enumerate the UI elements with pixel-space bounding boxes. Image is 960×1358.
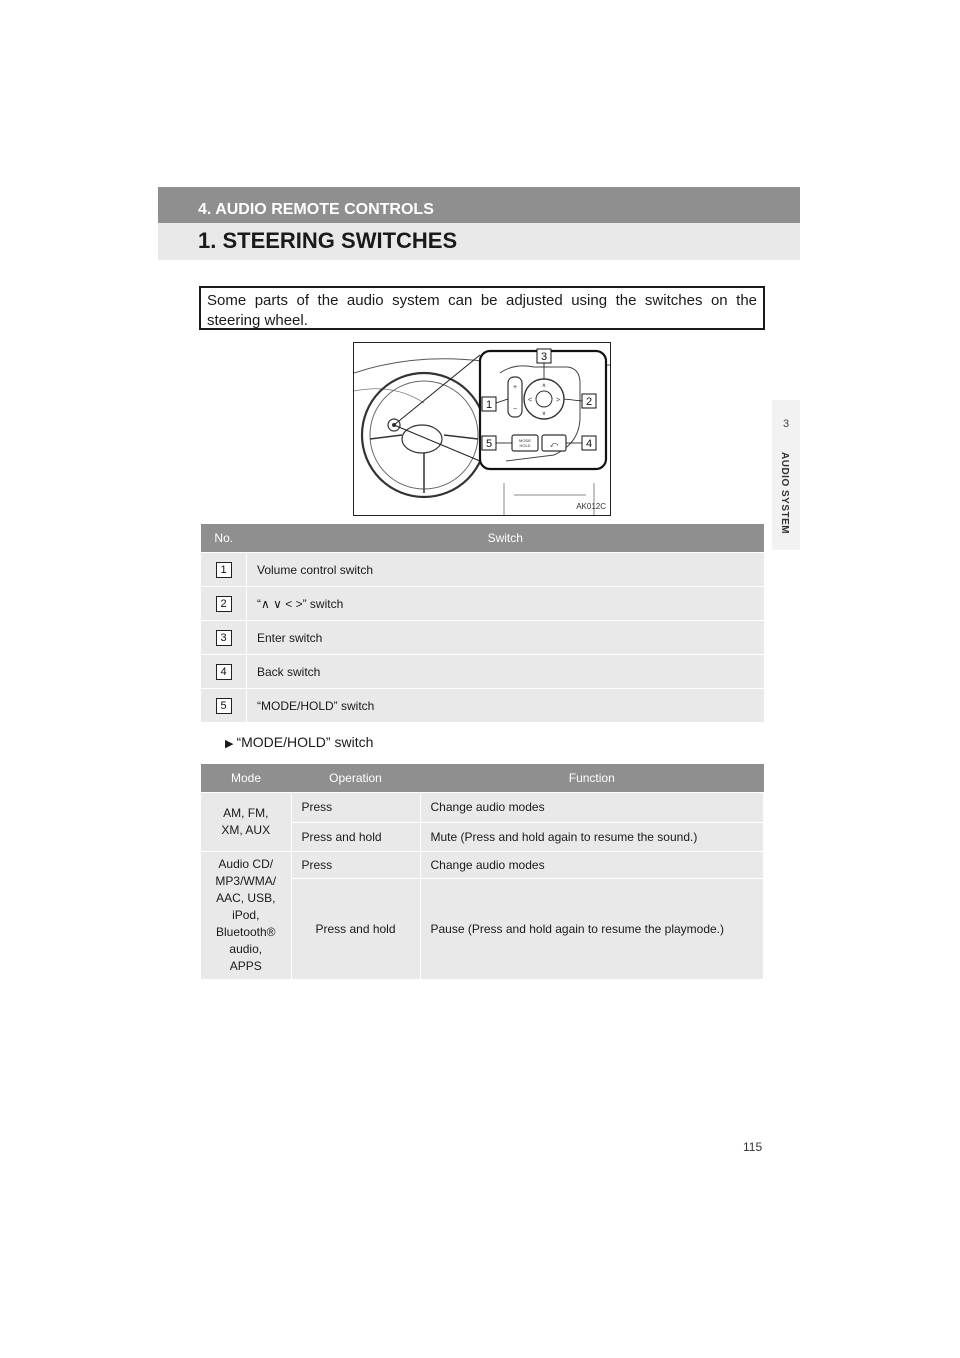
- callout-1: [482, 397, 496, 411]
- switch-table: [201, 524, 764, 722]
- mode-name: Audio CD/ MP3/WMA/ AAC, USB, iPod, Bluetooth® audio, APPS: [215, 857, 277, 973]
- svg-text:⤺: ⤺: [549, 440, 559, 449]
- chapter-title-bar: [158, 223, 800, 260]
- svg-text:2: 2: [585, 396, 593, 408]
- chapter-title: 1. STEERING SWITCHES: [198, 228, 458, 253]
- svg-text:3: 3: [540, 351, 548, 363]
- col-operation: Operation: [291, 764, 420, 793]
- callout-2: [582, 394, 596, 408]
- number-badge: 3: [216, 630, 232, 646]
- table-row: [201, 621, 764, 655]
- figure-code: AK012C: [576, 502, 606, 511]
- col-switch: Switch: [247, 524, 765, 553]
- mode-name: AM, FM, XM, AUX: [221, 806, 271, 837]
- chapter-side-tab: [772, 400, 800, 550]
- mode-hold-heading: [225, 734, 373, 750]
- section-title-bar: [158, 187, 800, 223]
- switch-name: Enter switch: [247, 621, 765, 655]
- table-row: [201, 689, 764, 723]
- svg-text:HOLD: HOLD: [519, 443, 531, 448]
- operation-cell: Press and hold: [291, 822, 420, 852]
- svg-text:5: 5: [485, 438, 493, 450]
- operation-cell: Press: [291, 852, 420, 879]
- intro-text: Some parts of the audio system can be adjusted using the switches on the steering wheel.: [207, 292, 757, 329]
- number-badge: 1: [216, 562, 232, 578]
- function-cell: Pause (Press and hold again to resume the playmode.): [420, 879, 764, 980]
- function-cell: Change audio modes: [420, 793, 764, 823]
- switch-name: “MODE/HOLD” switch: [247, 689, 765, 723]
- switch-name: Volume control switch: [247, 553, 765, 587]
- function-cell: Mute (Press and hold again to resume the sound.): [420, 822, 764, 852]
- callout-5: [482, 436, 496, 450]
- number-badge: 2: [216, 596, 232, 612]
- number-badge: 5: [216, 698, 232, 714]
- mode-cell: [201, 793, 291, 852]
- mode-hold-title: “MODE/HOLD” switch: [236, 734, 374, 750]
- triangle-bullet-icon: ▶: [225, 738, 234, 750]
- col-mode: Mode: [201, 764, 291, 793]
- svg-text:<: <: [527, 397, 533, 404]
- switch-name: Back switch: [247, 655, 765, 689]
- operation-cell: Press and hold: [291, 879, 420, 980]
- mode-table-header: [201, 764, 764, 793]
- switch-table-header: [201, 524, 764, 553]
- section-title: 4. AUDIO REMOTE CONTROLS: [198, 201, 434, 218]
- page-number: 115: [743, 1140, 763, 1154]
- steering-switches-drawing: [354, 343, 610, 515]
- col-function: Function: [420, 764, 764, 793]
- function-cell: Change audio modes: [420, 852, 764, 879]
- switch-name: “∧ ∨ < >” switch: [247, 587, 765, 621]
- callout-3: [537, 349, 551, 363]
- table-row: [201, 553, 764, 587]
- mode-cell: [201, 852, 291, 980]
- mode-hold-table: [201, 764, 764, 980]
- chapter-number: 3: [782, 418, 790, 430]
- steering-wheel-illustration: [353, 342, 611, 516]
- col-no: No.: [201, 524, 247, 553]
- table-row: [201, 587, 764, 621]
- svg-text:>: >: [555, 397, 561, 404]
- svg-text:∧: ∧: [541, 383, 547, 389]
- svg-text:+: +: [512, 384, 518, 391]
- number-badge: 4: [216, 664, 232, 680]
- svg-text:1: 1: [485, 399, 493, 411]
- intro-text-box: [199, 286, 765, 330]
- svg-text:∨: ∨: [541, 411, 547, 417]
- chapter-side-label: AUDIO SYSTEM: [779, 452, 790, 535]
- table-row: [201, 793, 764, 823]
- svg-text:4: 4: [585, 438, 593, 450]
- operation-cell: Press: [291, 793, 420, 823]
- table-row: [201, 655, 764, 689]
- table-row: [201, 852, 764, 879]
- callout-4: [582, 436, 596, 450]
- svg-text:−: −: [512, 406, 518, 413]
- svg-text:MODE: MODE: [519, 438, 531, 443]
